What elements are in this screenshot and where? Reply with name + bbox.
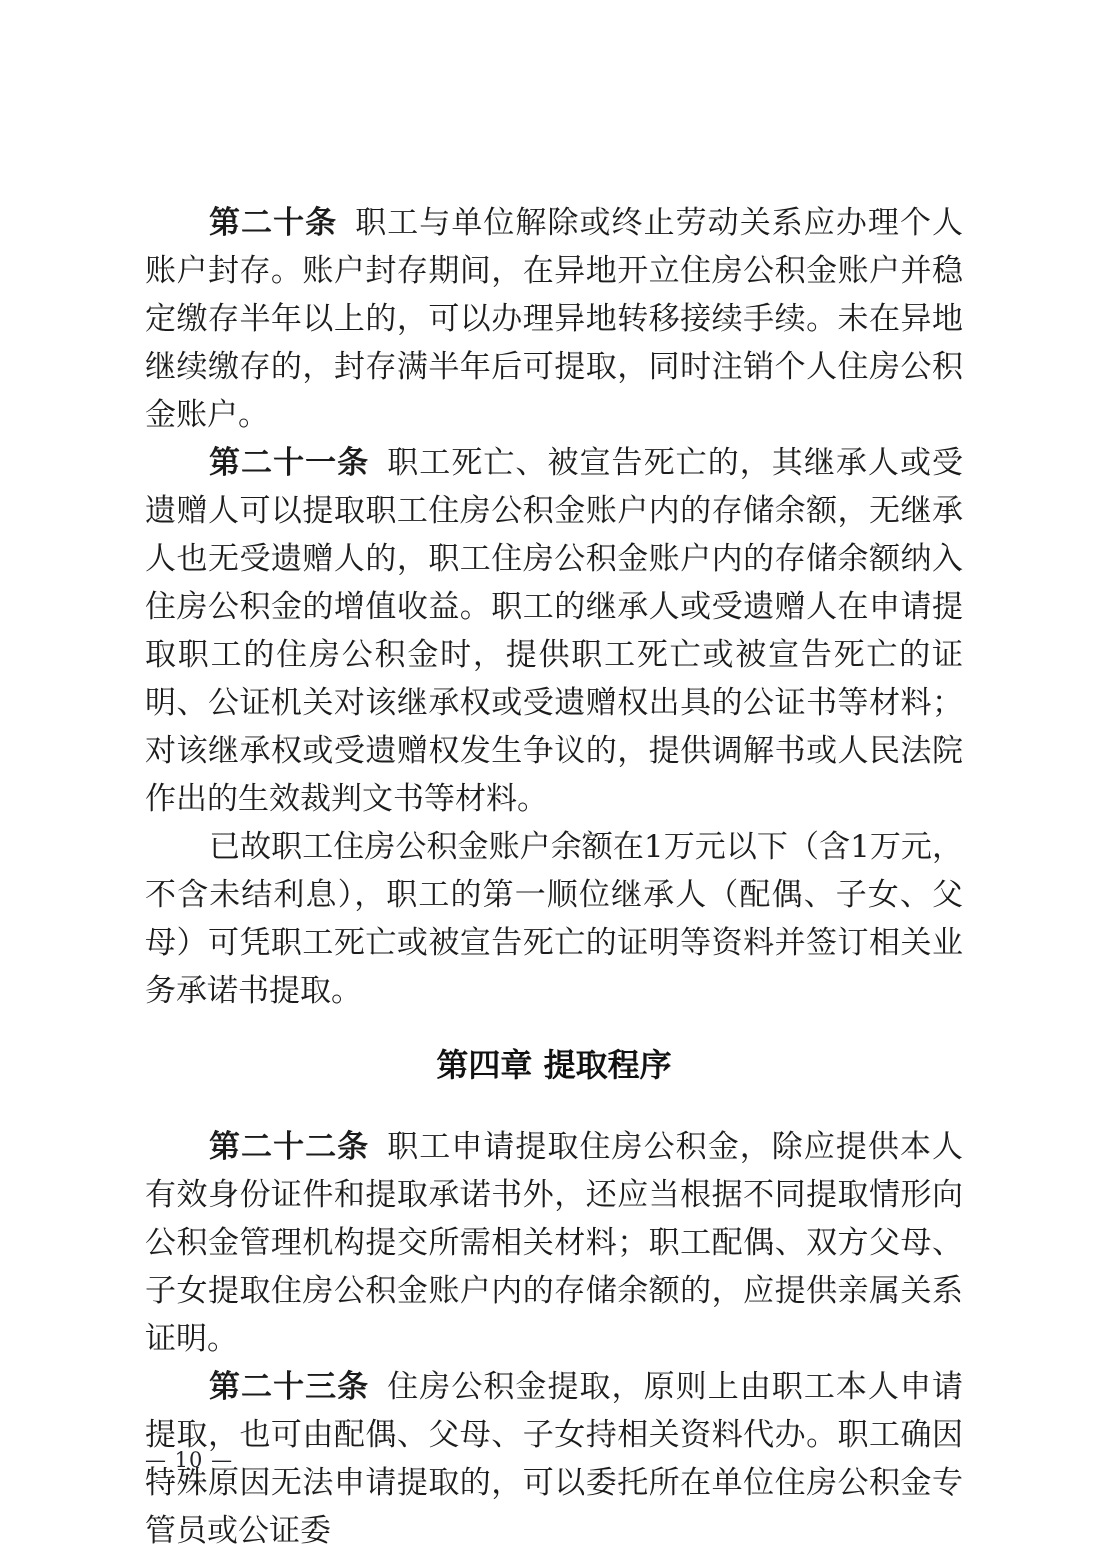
supplementary-text: 已故职工住房公积金账户余额在1万元以下（含1万元，不含未结利息），职工的第一顺位继承人（配偶、子女、父母）可凭职工死亡或被宣告死亡的证明等资料并签订相关业务承诺书提取。 — [145, 829, 963, 1009]
article-number-20: 第二十条 — [209, 205, 338, 241]
article-text-22: 职工申请提取住房公积金，除应提供本人有效身份证件和提取承诺书外，还应当根据不同提取情形向公积金管理机构提交所需相关材料；职工配偶、双方父母、子女提取住房公积金账户内的存储余额的，应提供亲属关系证明。 — [145, 1129, 964, 1357]
article-text-20: 职工与单位解除或终止劳动关系应办理个人账户封存。账户封存期间，在异地开立住房公积金账户并稳定缴存半年以上的，可以办理异地转移接续手续。未在异地继续缴存的，封存满半年后可提取，同时注销个人住房公积金账户。 — [145, 205, 964, 433]
article-number-23: 第二十三条 — [209, 1369, 370, 1405]
article-text-23: 住房公积金提取，原则上由职工本人申请提取，也可由配偶、父母、子女持相关资料代办。职工确因特殊原因无法申请提取的，可以委托所在单位住房公积金专管员或公证委 — [145, 1369, 964, 1549]
supplementary-paragraph — [145, 823, 963, 1015]
article-number-21: 第二十一条 — [209, 445, 370, 481]
article-paragraph-20 — [145, 199, 963, 439]
article-number-22: 第二十二条 — [209, 1129, 370, 1165]
chapter-heading: 第四章 提取程序 — [436, 1046, 672, 1084]
article-paragraph-23 — [145, 1363, 963, 1555]
article-paragraph-22 — [145, 1123, 963, 1363]
article-text-21: 职工死亡、被宣告死亡的，其继承人或受遗赠人可以提取职工住房公积金账户内的存储余额，无继承人也无受遗赠人的，职工住房公积金账户内的存储余额纳入住房公积金的增值收益。职工的继承人或受遗赠人在申请提取职工的住房公积金时，提供职工死亡或被宣告死亡的证明、公证机关对该继承权或受遗赠权出具的公证书等材料；对该继承权或受遗赠权发生争议的，提供调解书或人民法院作出的生效裁判文书等材料。 — [145, 445, 964, 817]
page-footer — [145, 1446, 233, 1474]
article-paragraph-21 — [145, 439, 963, 823]
document-body — [145, 199, 963, 1555]
page-number: — 10 — — [145, 1448, 234, 1472]
